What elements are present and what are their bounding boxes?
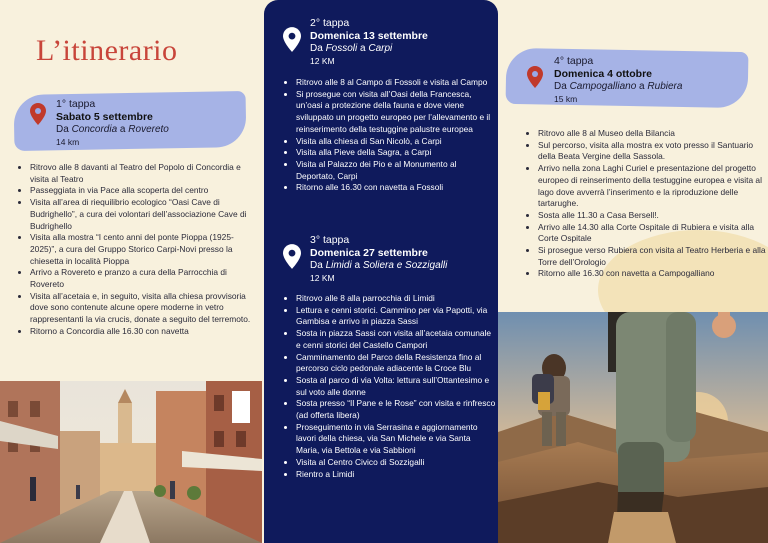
stage-2-date: Domenica 13 settembre <box>310 30 428 42</box>
list-item: • Visita all’acetaia e, in seguito, visita alla chiesa provvisoria dove sono contenute alcune opere moderne in vetro rappresentanti la via crucis, donate a seguito del terremoto. <box>30 291 256 326</box>
list-item: • Lettura e cenni storici. Cammino per via Papotti, via Gambisa e arrivo in piazza Sassi <box>296 305 496 328</box>
route-prefix: Da <box>310 260 326 271</box>
location-pin-icon <box>527 66 543 88</box>
left-column <box>0 0 262 543</box>
list-item: • Sosta al parco di via Volta: lettura sull’Ottantesimo e sul voto alle donne <box>296 375 496 398</box>
stage-2-list <box>284 77 496 194</box>
list-item: • Ritorno alle 16.30 con navetta a Fossoli <box>296 182 496 194</box>
list-item: • Ritrovo alle 8 al Campo di Fossoli e visita al Campo <box>296 77 496 89</box>
page-title: L’itinerario <box>36 34 178 67</box>
route-mid: a <box>636 81 648 92</box>
location-pin-icon <box>30 103 46 125</box>
right-column <box>498 0 768 543</box>
list-item: • Visita alla Pieve della Sagra, a Carpi <box>296 147 496 159</box>
list-item: • Sul percorso, visita alla mostra ex voto presso il Santuario della Beata Vergine della Sassola. <box>538 140 766 163</box>
list-item: • Sosta presso “Il Pane e le Rose” con visita e rinfresco (ad offerta libera) <box>296 398 496 421</box>
list-item: • Ritrovo alle 8 al Museo della Bilancia <box>538 128 766 140</box>
list-item: • Visita all’area di riequilibrio ecologico “Oasi Cave di Budrighello”, a cura dei volontari dell’associazione Cave di Budrighello <box>30 197 256 232</box>
route-prefix: Da <box>554 81 570 92</box>
list-item: • Visita al Palazzo dei Pio e al Monumento al Deportato, Carpi <box>296 159 496 182</box>
stage-1-list <box>18 162 256 338</box>
list-item: • Visita al Centro Civico di Sozzigalli <box>296 457 496 469</box>
list-item: • Ritrovo alle 8 davanti al Teatro del Popolo di Concordia e visita al Teatro <box>30 162 256 185</box>
list-item: • Visita alla mostra “I cento anni del ponte Pioppa (1925-2025)”, a cura del Gruppo Storico Carpi-Novi presso la chiesetta in località Pioppa <box>30 232 256 267</box>
town-street-photo <box>0 381 262 543</box>
route-from: Campogalliano <box>569 81 637 92</box>
route-from: Concordia <box>71 124 118 135</box>
route-from: Limidi <box>325 260 352 271</box>
route-mid: a <box>117 124 129 135</box>
list-item: • Sosta in piazza Sassi con visita all’acetaia comunale e cenni storici del Castello Campori <box>296 328 496 351</box>
stage-4-distance: 15 km <box>554 94 578 104</box>
list-item: • Passeggiata in via Pace alla scoperta del centro <box>30 185 256 197</box>
middle-column <box>264 0 498 543</box>
location-pin-icon <box>283 244 301 269</box>
list-item: • Sosta alle 11.30 a Casa Bersell!. <box>538 210 766 222</box>
route-to: Rubiera <box>647 81 683 92</box>
stage-4-number: 4° tappa <box>554 55 594 67</box>
route-mid: a <box>351 260 363 271</box>
list-item: • Ritorno alle 16.30 con navetta a Campogalliano <box>538 268 766 280</box>
stage-2-route <box>310 43 392 54</box>
stage-2-number: 2° tappa <box>310 17 350 29</box>
list-item: • Arrivo nella zona Laghi Curiel e presentazione del progetto europeo di reinserimento della testuggine europea e visita al lago dove avverrà l’inserimento e la riproduzione delle tartarughe. <box>538 163 766 210</box>
stage-4-list <box>526 128 766 280</box>
list-item: • Arrivo a Rovereto e pranzo a cura della Parrocchia di Rovereto <box>30 267 256 290</box>
stage-3-number: 3° tappa <box>310 234 350 246</box>
stage-1-route <box>56 124 169 135</box>
stage-1-distance: 14 km <box>56 137 80 147</box>
route-prefix: Da <box>310 43 326 54</box>
stage-3-route <box>310 260 447 271</box>
route-to: Rovereto <box>128 124 169 135</box>
list-item: • Ritorno a Concordia alle 16.30 con navetta <box>30 326 256 338</box>
route-to: Soliera e Sozzigalli <box>362 260 448 271</box>
list-item: • Visita alla chiesa di San Nicolò, a Carpi <box>296 136 496 148</box>
list-item: • Si prosegue con visita all’Oasi della Francesca, un’oasi a protezione della fauna e dove viene sviluppato un progetto europeo per l’allevamento e il reinserimento della testuggine palustre europea <box>296 89 496 136</box>
route-to: Carpi <box>368 43 393 54</box>
stage-1-number: 1° tappa <box>56 98 96 110</box>
list-item: • Camminamento del Parco della Resistenza fino al percorso ciclo pedonale adiacente la Croce Blu <box>296 352 496 375</box>
list-item: • Proseguimento in via Serrasina e aggiornamento lavori della chiesa, via San Michele e via Santa Maria, via Bettola e via Sabbioni <box>296 422 496 457</box>
hikers-photo <box>498 312 768 543</box>
list-item: • Rientro a Limidi <box>296 469 496 481</box>
stage-4-route <box>554 81 682 92</box>
stage-2-distance: 12 KM <box>310 56 335 66</box>
route-prefix: Da <box>56 124 72 135</box>
stage-4-date: Domenica 4 ottobre <box>554 68 653 80</box>
stage-3-distance: 12 KM <box>310 273 335 283</box>
list-item: • Ritrovo alle 8 alla parrocchia di Limidi <box>296 293 496 305</box>
stage-1-date: Sabato 5 settembre <box>56 111 153 123</box>
list-item: • Arrivo alle 14.30 alla Corte Ospitale di Rubiera e visita alla Corte Ospitale <box>538 222 766 245</box>
route-mid: a <box>357 43 369 54</box>
stage-3-list <box>284 293 496 480</box>
stage-3-date: Domenica 27 settembre <box>310 247 428 259</box>
route-from: Fossoli <box>325 43 358 54</box>
list-item: • Si prosegue verso Rubiera con visita al Teatro Herberia e alla Torre dell’Orologio <box>538 245 766 268</box>
location-pin-icon <box>283 27 301 52</box>
